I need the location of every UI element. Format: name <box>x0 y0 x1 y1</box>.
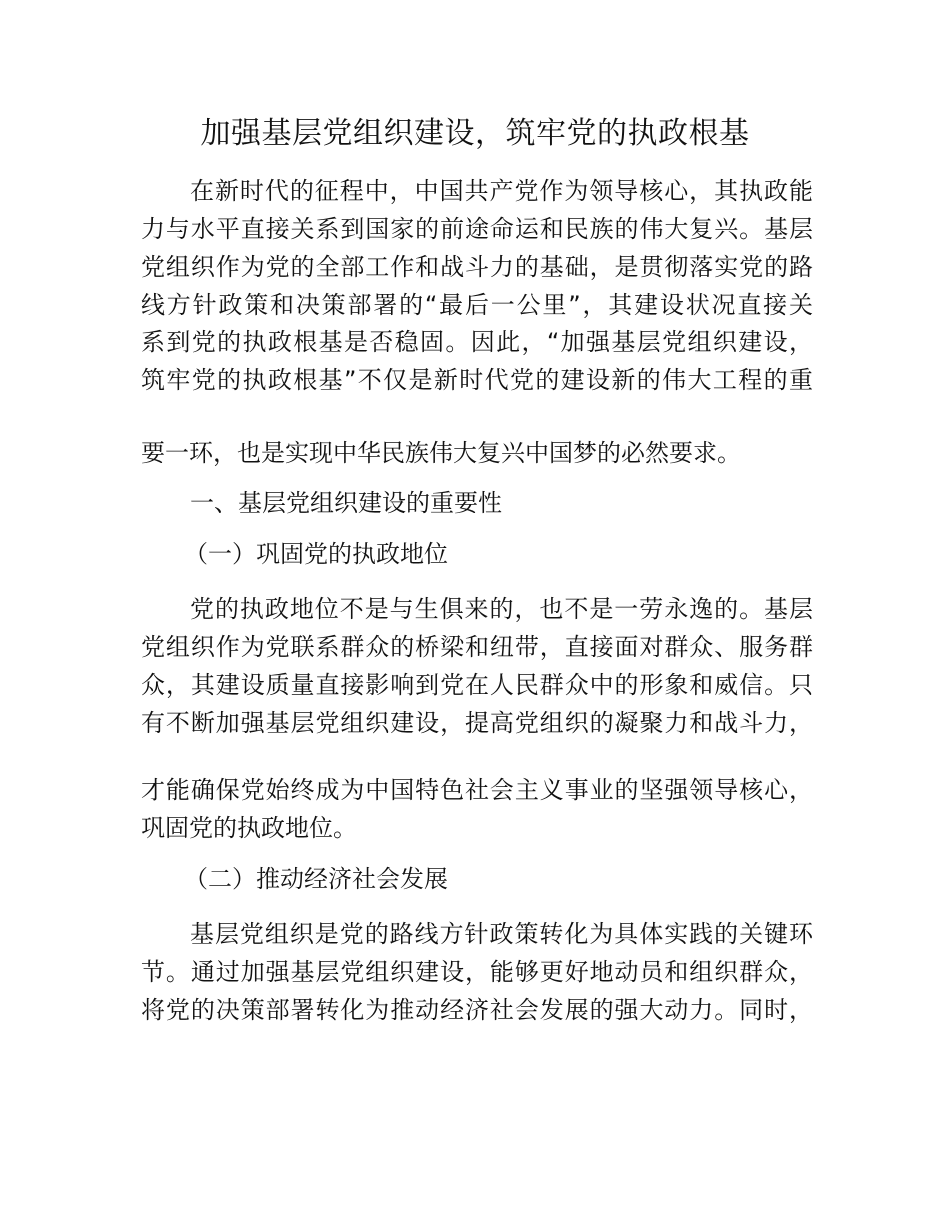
subsection-heading-2: （二）推动经济社会发展 <box>184 865 448 893</box>
paragraph-2-line-5: 才能确保党始终成为中国特色社会主义事业的坚强领导核心， <box>141 776 813 804</box>
paragraph-1-line-3: 党组织作为党的全部工作和战斗力的基础，是贯彻落实党的路 <box>141 253 813 281</box>
paragraph-2-line-6: 巩固党的执政地位。 <box>141 814 357 842</box>
paragraph-1-line-5: 系到党的执政根基是否稳固。因此，“加强基层党组织建设， <box>141 328 813 356</box>
paragraph-3-line-1: 基层党组织是党的路线方针政策转化为具体实践的关键环 <box>190 920 813 948</box>
document-title: 加强基层党组织建设，筑牢党的执政根基 <box>200 116 750 151</box>
paragraph-1-line-7: 要一环，也是实现中华民族伟大复兴中国梦的必然要求。 <box>141 439 741 467</box>
section-heading-1: 一、基层党组织建设的重要性 <box>190 489 502 517</box>
paragraph-2-line-3: 众，其建设质量直接影响到党在人民群众中的形象和威信。只 <box>141 671 813 699</box>
paragraph-3-line-2: 节。通过加强基层党组织建设，能够更好地动员和组织群众， <box>141 958 813 986</box>
paragraph-1-line-1: 在新时代的征程中，中国共产党作为领导核心，其执政能 <box>190 177 813 205</box>
subsection-heading-1: （一）巩固党的执政地位 <box>184 540 448 568</box>
paragraph-3-line-3: 将党的决策部署转化为推动经济社会发展的强大动力。同时， <box>141 996 813 1024</box>
paragraph-1-line-6: 筑牢党的执政根基”不仅是新时代党的建设新的伟大工程的重 <box>141 366 813 394</box>
paragraph-2-line-1: 党的执政地位不是与生俱来的，也不是一劳永逸的。基层 <box>190 595 813 623</box>
paragraph-1-line-4: 线方针政策和决策部署的“最后一公里”，其建设状况直接关 <box>141 291 813 319</box>
paragraph-2-line-2: 党组织作为党联系群众的桥梁和纽带，直接面对群众、服务群 <box>141 633 813 661</box>
paragraph-1-line-2: 力与水平直接关系到国家的前途命运和民族的伟大复兴。基层 <box>141 215 813 243</box>
paragraph-2-line-4: 有不断加强基层党组织建设，提高党组织的凝聚力和战斗力， <box>141 709 813 737</box>
